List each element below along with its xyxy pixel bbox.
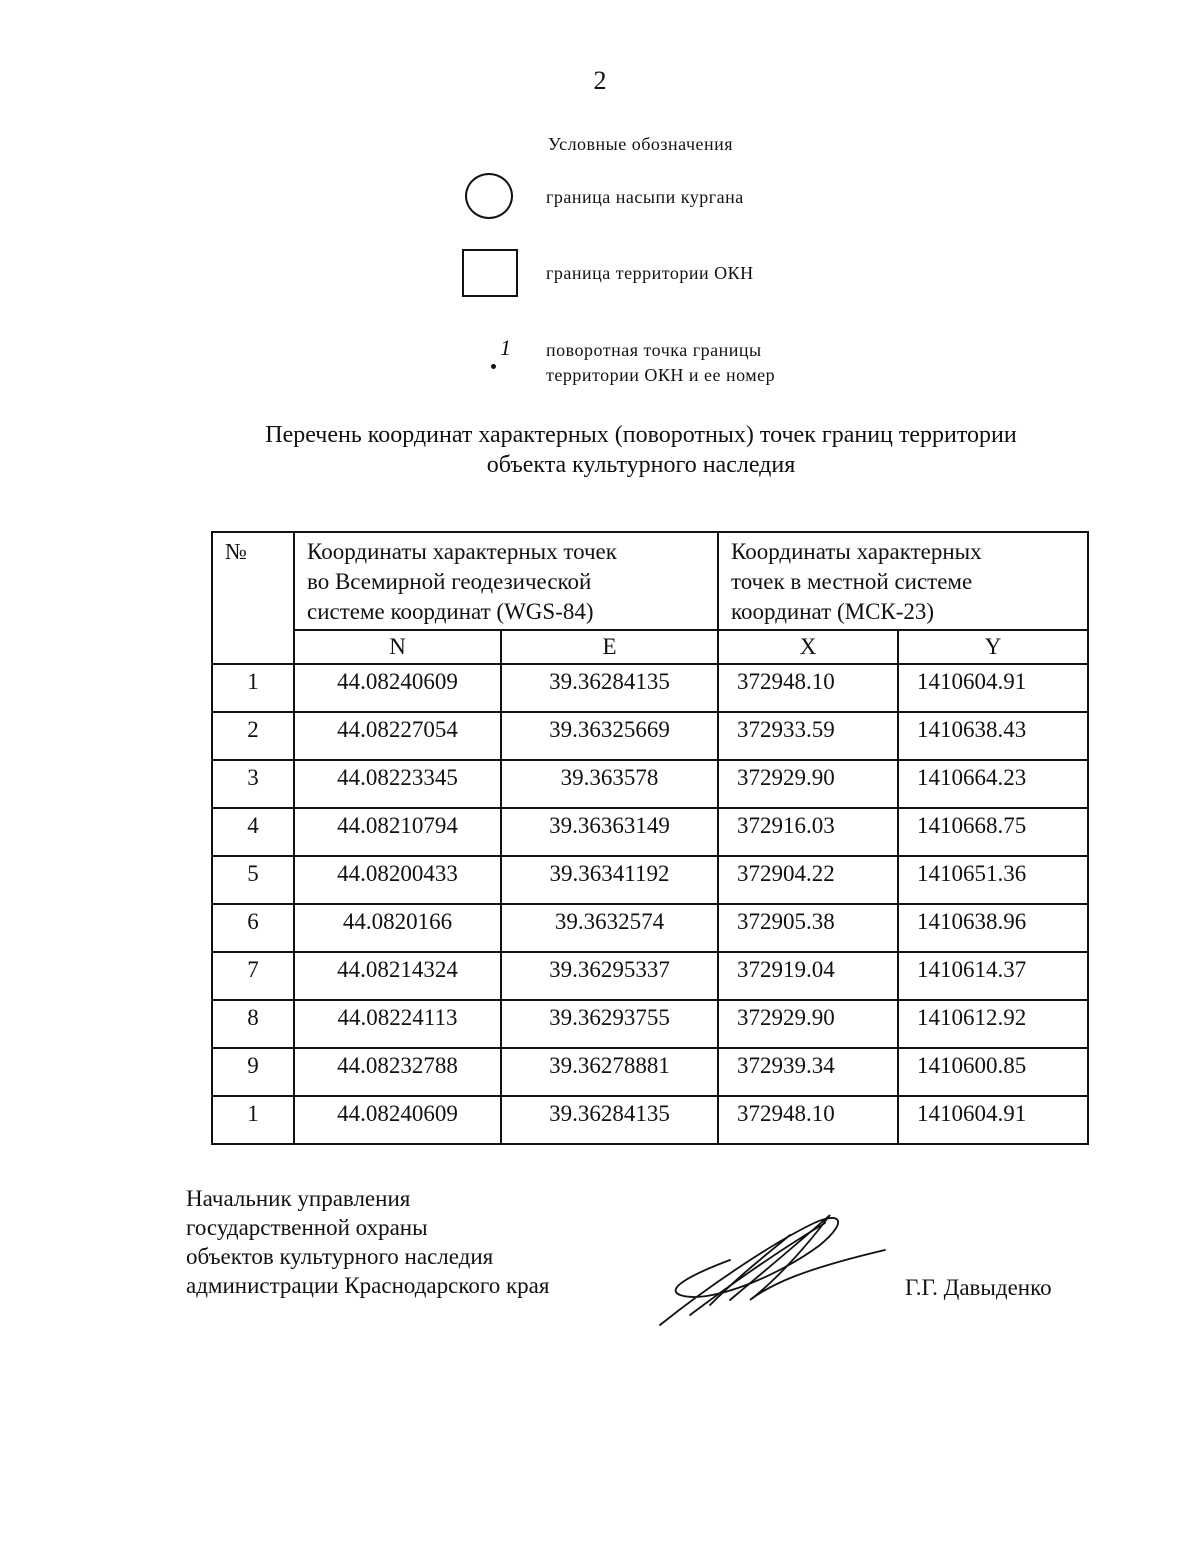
row-number-cell: 9 bbox=[212, 1048, 294, 1096]
e-cell: 39.36295337 bbox=[501, 952, 718, 1000]
signatory-line1: Начальник управления bbox=[186, 1186, 411, 1211]
e-cell: 39.36293755 bbox=[501, 1000, 718, 1048]
legend-point-line2: территории ОКН и ее номер bbox=[546, 365, 776, 385]
x-cell: 372948.10 bbox=[718, 664, 898, 712]
table-subheader-row bbox=[212, 630, 1088, 664]
signatory-line2: государственной охраны bbox=[186, 1215, 428, 1240]
x-cell: 372905.38 bbox=[718, 904, 898, 952]
y-cell: 1410638.43 bbox=[898, 712, 1088, 760]
table-caption bbox=[0, 420, 1200, 480]
point-number: 1 bbox=[500, 335, 511, 360]
n-cell: 44.08232788 bbox=[294, 1048, 501, 1096]
legend-item-territory: граница территории ОКН bbox=[546, 263, 754, 283]
y-cell: 1410651.36 bbox=[898, 856, 1088, 904]
row-number-cell: 7 bbox=[212, 952, 294, 1000]
row-number-cell: 1 bbox=[212, 1096, 294, 1144]
msk-header-line3: координат (МСК-23) bbox=[731, 599, 935, 624]
x-cell: 372948.10 bbox=[718, 1096, 898, 1144]
subheader-n: N bbox=[294, 630, 501, 664]
y-cell: 1410604.91 bbox=[898, 664, 1088, 712]
subheader-e: E bbox=[501, 630, 718, 664]
signature bbox=[650, 1205, 900, 1335]
x-cell: 372916.03 bbox=[718, 808, 898, 856]
x-cell: 372933.59 bbox=[718, 712, 898, 760]
n-cell: 44.08210794 bbox=[294, 808, 501, 856]
row-number-cell: 5 bbox=[212, 856, 294, 904]
x-cell: 372929.90 bbox=[718, 1000, 898, 1048]
legend-item-mound: граница насыпи кургана bbox=[546, 187, 744, 207]
e-cell: 39.36341192 bbox=[501, 856, 718, 904]
table-row bbox=[212, 904, 1088, 952]
x-cell: 372929.90 bbox=[718, 760, 898, 808]
table-row bbox=[212, 760, 1088, 808]
point-icon bbox=[491, 364, 496, 369]
coordinates-table bbox=[211, 531, 1089, 1145]
table-row bbox=[212, 1000, 1088, 1048]
circle-icon bbox=[465, 173, 513, 219]
row-number-cell: 2 bbox=[212, 712, 294, 760]
n-cell: 44.08214324 bbox=[294, 952, 501, 1000]
msk-header bbox=[718, 532, 1088, 630]
y-cell: 1410604.91 bbox=[898, 1096, 1088, 1144]
e-cell: 39.36325669 bbox=[501, 712, 718, 760]
e-cell: 39.36284135 bbox=[501, 1096, 718, 1144]
table-row bbox=[212, 952, 1088, 1000]
e-cell: 39.363578 bbox=[501, 760, 718, 808]
n-cell: 44.08240609 bbox=[294, 664, 501, 712]
x-cell: 372939.34 bbox=[718, 1048, 898, 1096]
table-row bbox=[212, 712, 1088, 760]
x-cell: 372919.04 bbox=[718, 952, 898, 1000]
table-row bbox=[212, 808, 1088, 856]
table-body bbox=[212, 664, 1088, 1144]
n-cell: 44.0820166 bbox=[294, 904, 501, 952]
y-cell: 1410600.85 bbox=[898, 1048, 1088, 1096]
signatory-line4: администрации Краснодарского края bbox=[186, 1273, 550, 1298]
wgs-header-line1: Координаты характерных точек bbox=[307, 539, 617, 564]
subheader-y: Y bbox=[898, 630, 1088, 664]
e-cell: 39.3632574 bbox=[501, 904, 718, 952]
page-number: 2 bbox=[593, 66, 607, 95]
y-cell: 1410664.23 bbox=[898, 760, 1088, 808]
square-icon bbox=[462, 249, 518, 297]
y-cell: 1410612.92 bbox=[898, 1000, 1088, 1048]
n-cell: 44.08223345 bbox=[294, 760, 501, 808]
caption-line2: объекта культурного наследия bbox=[486, 452, 796, 478]
row-number-cell: 8 bbox=[212, 1000, 294, 1048]
x-cell: 372904.22 bbox=[718, 856, 898, 904]
e-cell: 39.36284135 bbox=[501, 664, 718, 712]
caption-line1: Перечень координат характерных (поворотных) точек границ территории bbox=[265, 422, 1017, 448]
signatory-line3: объектов культурного наследия bbox=[186, 1244, 494, 1269]
y-cell: 1410638.96 bbox=[898, 904, 1088, 952]
wgs-header bbox=[294, 532, 718, 630]
n-cell: 44.08240609 bbox=[294, 1096, 501, 1144]
msk-header-line1: Координаты характерных bbox=[731, 539, 982, 564]
y-cell: 1410614.37 bbox=[898, 952, 1088, 1000]
legend-point-line1: поворотная точка границы bbox=[546, 340, 762, 360]
row-number-cell: 3 bbox=[212, 760, 294, 808]
table-header-row bbox=[212, 532, 1088, 630]
num-header: № bbox=[212, 532, 294, 664]
table-row bbox=[212, 664, 1088, 712]
n-cell: 44.08227054 bbox=[294, 712, 501, 760]
table-row bbox=[212, 1096, 1088, 1144]
table-row bbox=[212, 1048, 1088, 1096]
signatory-title bbox=[186, 1184, 549, 1300]
row-number-cell: 6 bbox=[212, 904, 294, 952]
subheader-x: X bbox=[718, 630, 898, 664]
table-row bbox=[212, 856, 1088, 904]
row-number-cell: 1 bbox=[212, 664, 294, 712]
wgs-header-line3: системе координат (WGS-84) bbox=[307, 599, 594, 624]
wgs-header-line2: во Всемирной геодезической bbox=[307, 569, 592, 594]
signer-name: Г.Г. Давыденко bbox=[905, 1275, 1052, 1300]
y-cell: 1410668.75 bbox=[898, 808, 1088, 856]
e-cell: 39.36278881 bbox=[501, 1048, 718, 1096]
e-cell: 39.36363149 bbox=[501, 808, 718, 856]
n-cell: 44.08224113 bbox=[294, 1000, 501, 1048]
n-cell: 44.08200433 bbox=[294, 856, 501, 904]
legend-item-point bbox=[546, 338, 775, 388]
msk-header-line2: точек в местной системе bbox=[731, 569, 973, 594]
legend-title: Условные обозначения bbox=[548, 134, 734, 154]
row-number-cell: 4 bbox=[212, 808, 294, 856]
